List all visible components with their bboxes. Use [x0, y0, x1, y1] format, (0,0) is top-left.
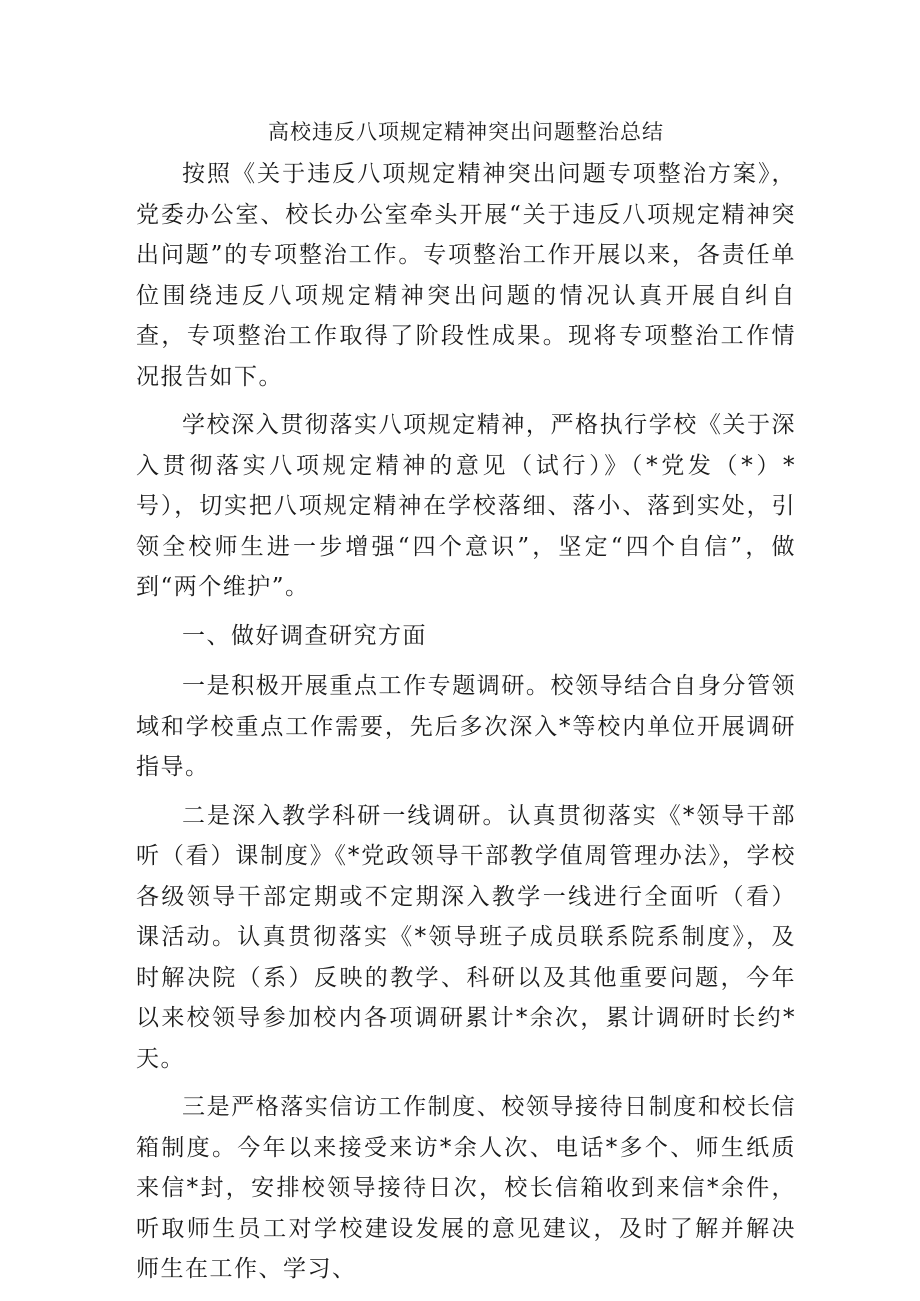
document-title: 高校违反八项规定精神突出问题整治总结	[268, 120, 664, 144]
document-page	[136, 112, 796, 1298]
item-paragraph-2: 二是深入教学科研一线调研。认真贯彻落实《*领导干部听（看）课制度》《*党政领导干部教学值周管理办法》，学校各级领导干部定期或不定期深入教学一线进行全面听（看）课活动。认真贯彻落实《*领导班子成员联系院系制度》，及时解决院（系）反映的教学、科研以及其他重要问题，今年以来校领导参加校内各项调研累计*余次，累计调研时长约*天。	[136, 802, 796, 1072]
section-heading: 一、做好调查研究方面	[182, 622, 427, 649]
policy-paragraph: 学校深入贯彻落实八项规定精神，严格执行学校《关于深入贯彻落实八项规定精神的意见（试行）》（*党发（*）*号），切实把八项规定精神在学校落细、落小、落到实处，引领全校师生进一步增强“四个意识”，坚定“四个自信”，做到“两个维护”。	[136, 412, 796, 600]
item-paragraph-1: 一是积极开展重点工作专题调研。校领导结合自身分管领域和学校重点工作需要，先后多次深入*等校内单位开展调研指导。	[136, 673, 796, 780]
item-paragraph-3: 三是严格落实信访工作制度、校领导接待日制度和校长信箱制度。今年以来接受来访*余人次、电话*多个、师生纸质来信*封，安排校领导接待日次，校长信箱收到来信*余件，听取师生员工对学校建设发展的意见建议，及时了解并解决师生在工作、学习、	[136, 1094, 796, 1282]
intro-paragraph: 按照《关于违反八项规定精神突出问题专项整治方案》，党委办公室、校长办公室牵头开展“关于违反八项规定精神突出问题”的专项整治工作。专项整治工作开展以来，各责任单位围绕违反八项规定精神突出问题的情况认真开展自纠自查，专项整治工作取得了阶段性成果。现将专项整治工作情况报告如下。	[136, 161, 796, 390]
